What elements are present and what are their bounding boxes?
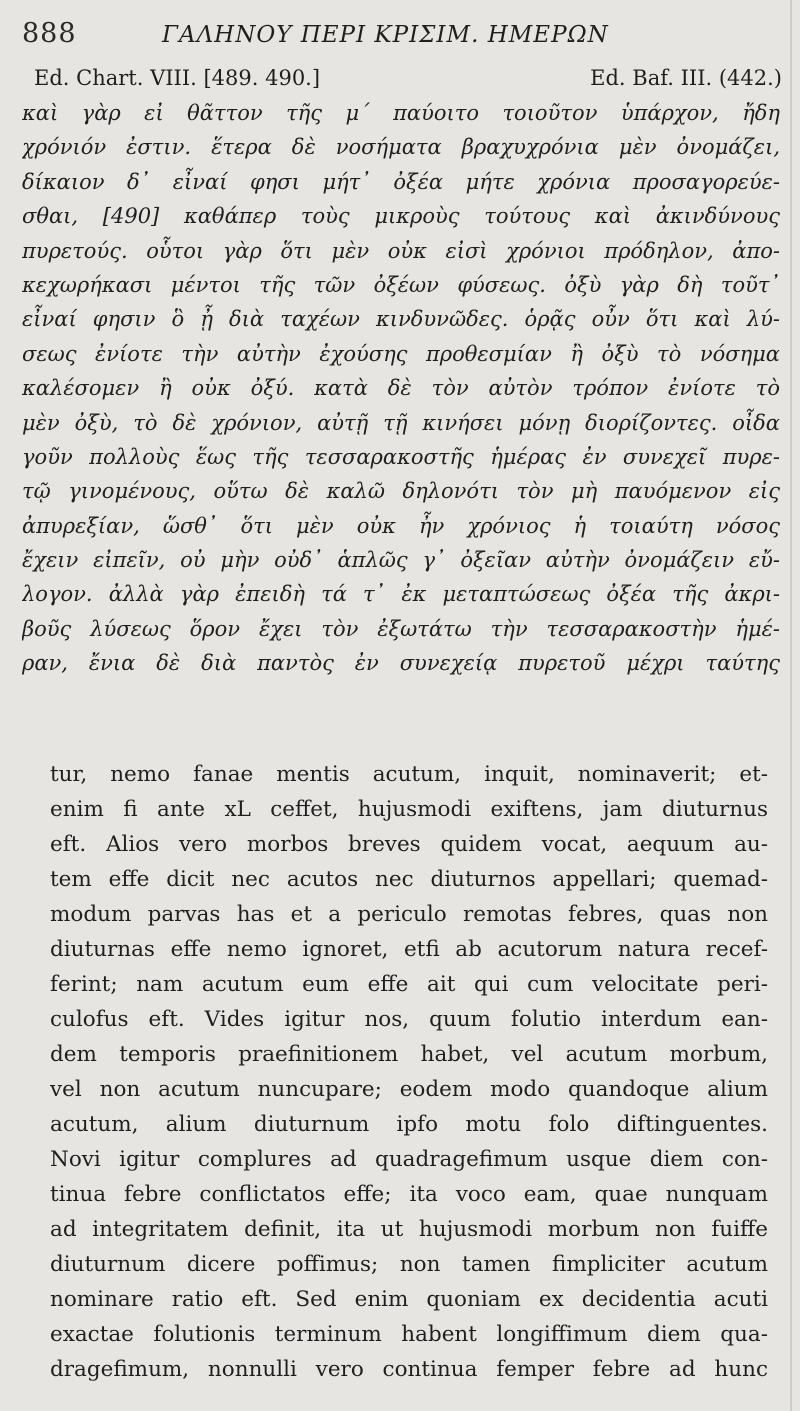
greek-text-line: εἶναί φησιν ὃ ᾖ διὰ ταχέων κινδυνῶδες. ὁρᾷς οὖν ὅτι καὶ λύ- (22, 307, 780, 332)
greek-text-line: σθαι, [490] καθάπερ τοὺς μικροὺς τούτους καὶ ἀκινδύνους (22, 204, 780, 229)
latin-text-line: nominare ratio eft. Sed enim quoniam ex decidentia acuti (50, 1287, 768, 1312)
latin-text-line: acutum, alium diuturnum ipfo motu folo diftinguentes. (50, 1112, 768, 1137)
greek-text-line: καλέσομεν ἢ οὐκ ὀξύ. κατὰ δὲ τὸν αὐτὸν τρόπον ἐνίοτε τὸ (22, 376, 780, 401)
greek-text-line: βοῦς λύσεως ὅρον ἔχει τὸν ἐξωτάτω τὴν τεσσαρακοστὴν ἡμέ- (22, 616, 780, 641)
greek-text-line: σεως ἐνίοτε τὴν αὐτὴν ἐχούσης προθεσμίαν ἢ ὀξὺ τὸ νόσημα (22, 341, 780, 366)
edition-reference-basel: Ed. Baf. III. (442.) (590, 66, 782, 90)
greek-text-line: γοῦν πολλοὺς ἕως τῆς τεσσαρακοστῆς ἡμέρας ἐν συνεχεῖ πυρε- (22, 444, 780, 469)
running-title: ΓΑΛΗΝΟΥ ΠΕΡΙ ΚΡΙΣΙΜ. ΗΜΕΡΩΝ (162, 22, 609, 48)
latin-text-line: Novi igitur complures ad quadragefimum usque diem con- (50, 1147, 768, 1172)
greek-text-line: δίκαιον δ᾽ εἶναί φησι μήτ᾽ ὀξέα μήτε χρόνια προσαγορεύε- (22, 169, 780, 194)
greek-text-line: κεχωρήκασι μέντοι τῆς τῶν ὀξέων φύσεως. ὀξὺ γὰρ δὴ τοῦτ᾽ (22, 272, 780, 297)
greek-text-block (22, 96, 780, 681)
latin-text-line: dem temporis praefinitionem habet, vel acutum morbum, (50, 1042, 768, 1067)
greek-text-line: πυρετούς. οὗτοι γὰρ ὅτι μὲν οὐκ εἰσὶ χρόνιοι πρόδηλον, ἀπο- (22, 238, 780, 263)
latin-text-line: eft. Alios vero morbos breves quidem vocat, aequum au- (50, 832, 768, 857)
greek-text-line: μὲν ὀξὺ, τὸ δὲ χρόνιον, αὐτῇ τῇ κινήσει μόνῃ διορίζοντες. οἶδα (22, 410, 780, 435)
page-number: 888 (22, 18, 77, 49)
latin-text-line: modum parvas has et a periculo remotas febres, quas non (50, 902, 768, 927)
greek-text-line: καὶ γὰρ εἰ θᾶττον τῆς μ΄ παύοιτο τοιοῦτον ὑπάρχον, ἤδη (22, 101, 780, 125)
greek-text-line: λογον. ἀλλὰ γὰρ ἐπειδὴ τά τ᾽ ἐκ μεταπτώσεως ὀξέα τῆς ἀκρι- (22, 582, 780, 607)
greek-text-line: ἔχειν εἰπεῖν, οὐ μὴν οὐδ᾽ ἁπλῶς γ᾽ ὀξεῖαν αὐτὴν ὀνομάζειν εὔ- (22, 548, 780, 573)
latin-text-line: diuturnas effe nemo ignoret, etfi ab acutorum natura recef- (50, 937, 768, 962)
greek-text-line: τῷ γινομένους, οὕτω δὲ καλῶ δηλονότι τὸν μὴ παυόμενον εἰς (22, 479, 780, 504)
latin-text-line: culofus eft. Vides igitur nos, quum folutio interdum ean- (50, 1007, 768, 1032)
page-header (22, 18, 782, 52)
latin-text-line: ad integritatem definit, ita ut hujusmodi morbum non fuiffe (50, 1217, 768, 1242)
latin-text-line: enim fi ante xL ceffet, hujusmodi exiftens, jam diuturnus (50, 797, 768, 822)
greek-text-line: χρόνιόν ἐστιν. ἕτερα δὲ νοσήματα βραχυχρόνια μὲν ὀνομάζει, (22, 135, 780, 160)
page-edge-shadow (790, 0, 792, 1411)
latin-text-block (50, 757, 768, 1387)
latin-text-line: tur, nemo fanae mentis acutum, inquit, nominaverit; et- (50, 762, 768, 787)
latin-text-line: dragefimum, nonnulli vero continua femper febre ad hunc (50, 1357, 768, 1382)
latin-text-line: tinua febre conflictatos effe; ita voco eam, quae nunquam (50, 1182, 768, 1207)
latin-text-line: diuturnum dicere poffimus; non tamen fimpliciter acutum (50, 1252, 768, 1277)
greek-text-line: ἀπυρεξίαν, ὥσθ᾽ ὅτι μὲν οὐκ ἦν χρόνιος ἡ τοιαύτη νόσος (22, 513, 780, 538)
edition-reference-chartier: Ed. Chart. VIII. [489. 490.] (34, 66, 321, 90)
latin-text-line: exactae folutionis terminum habent longiffimum diem qua- (50, 1322, 768, 1347)
latin-text-line: ferint; nam acutum eum effe ait qui cum velocitate peri- (50, 972, 768, 997)
latin-text-line: vel non acutum nuncupare; eodem modo quandoque alium (50, 1077, 768, 1102)
greek-text-line: ραν, ἔνια δὲ διὰ παντὸς ἐν συνεχείᾳ πυρετοῦ μέχρι ταύτης (22, 651, 780, 676)
latin-text-line: tem effe dicit nec acutos nec diuturnos appellari; quemad- (50, 867, 768, 892)
edition-reference-line (34, 66, 782, 92)
